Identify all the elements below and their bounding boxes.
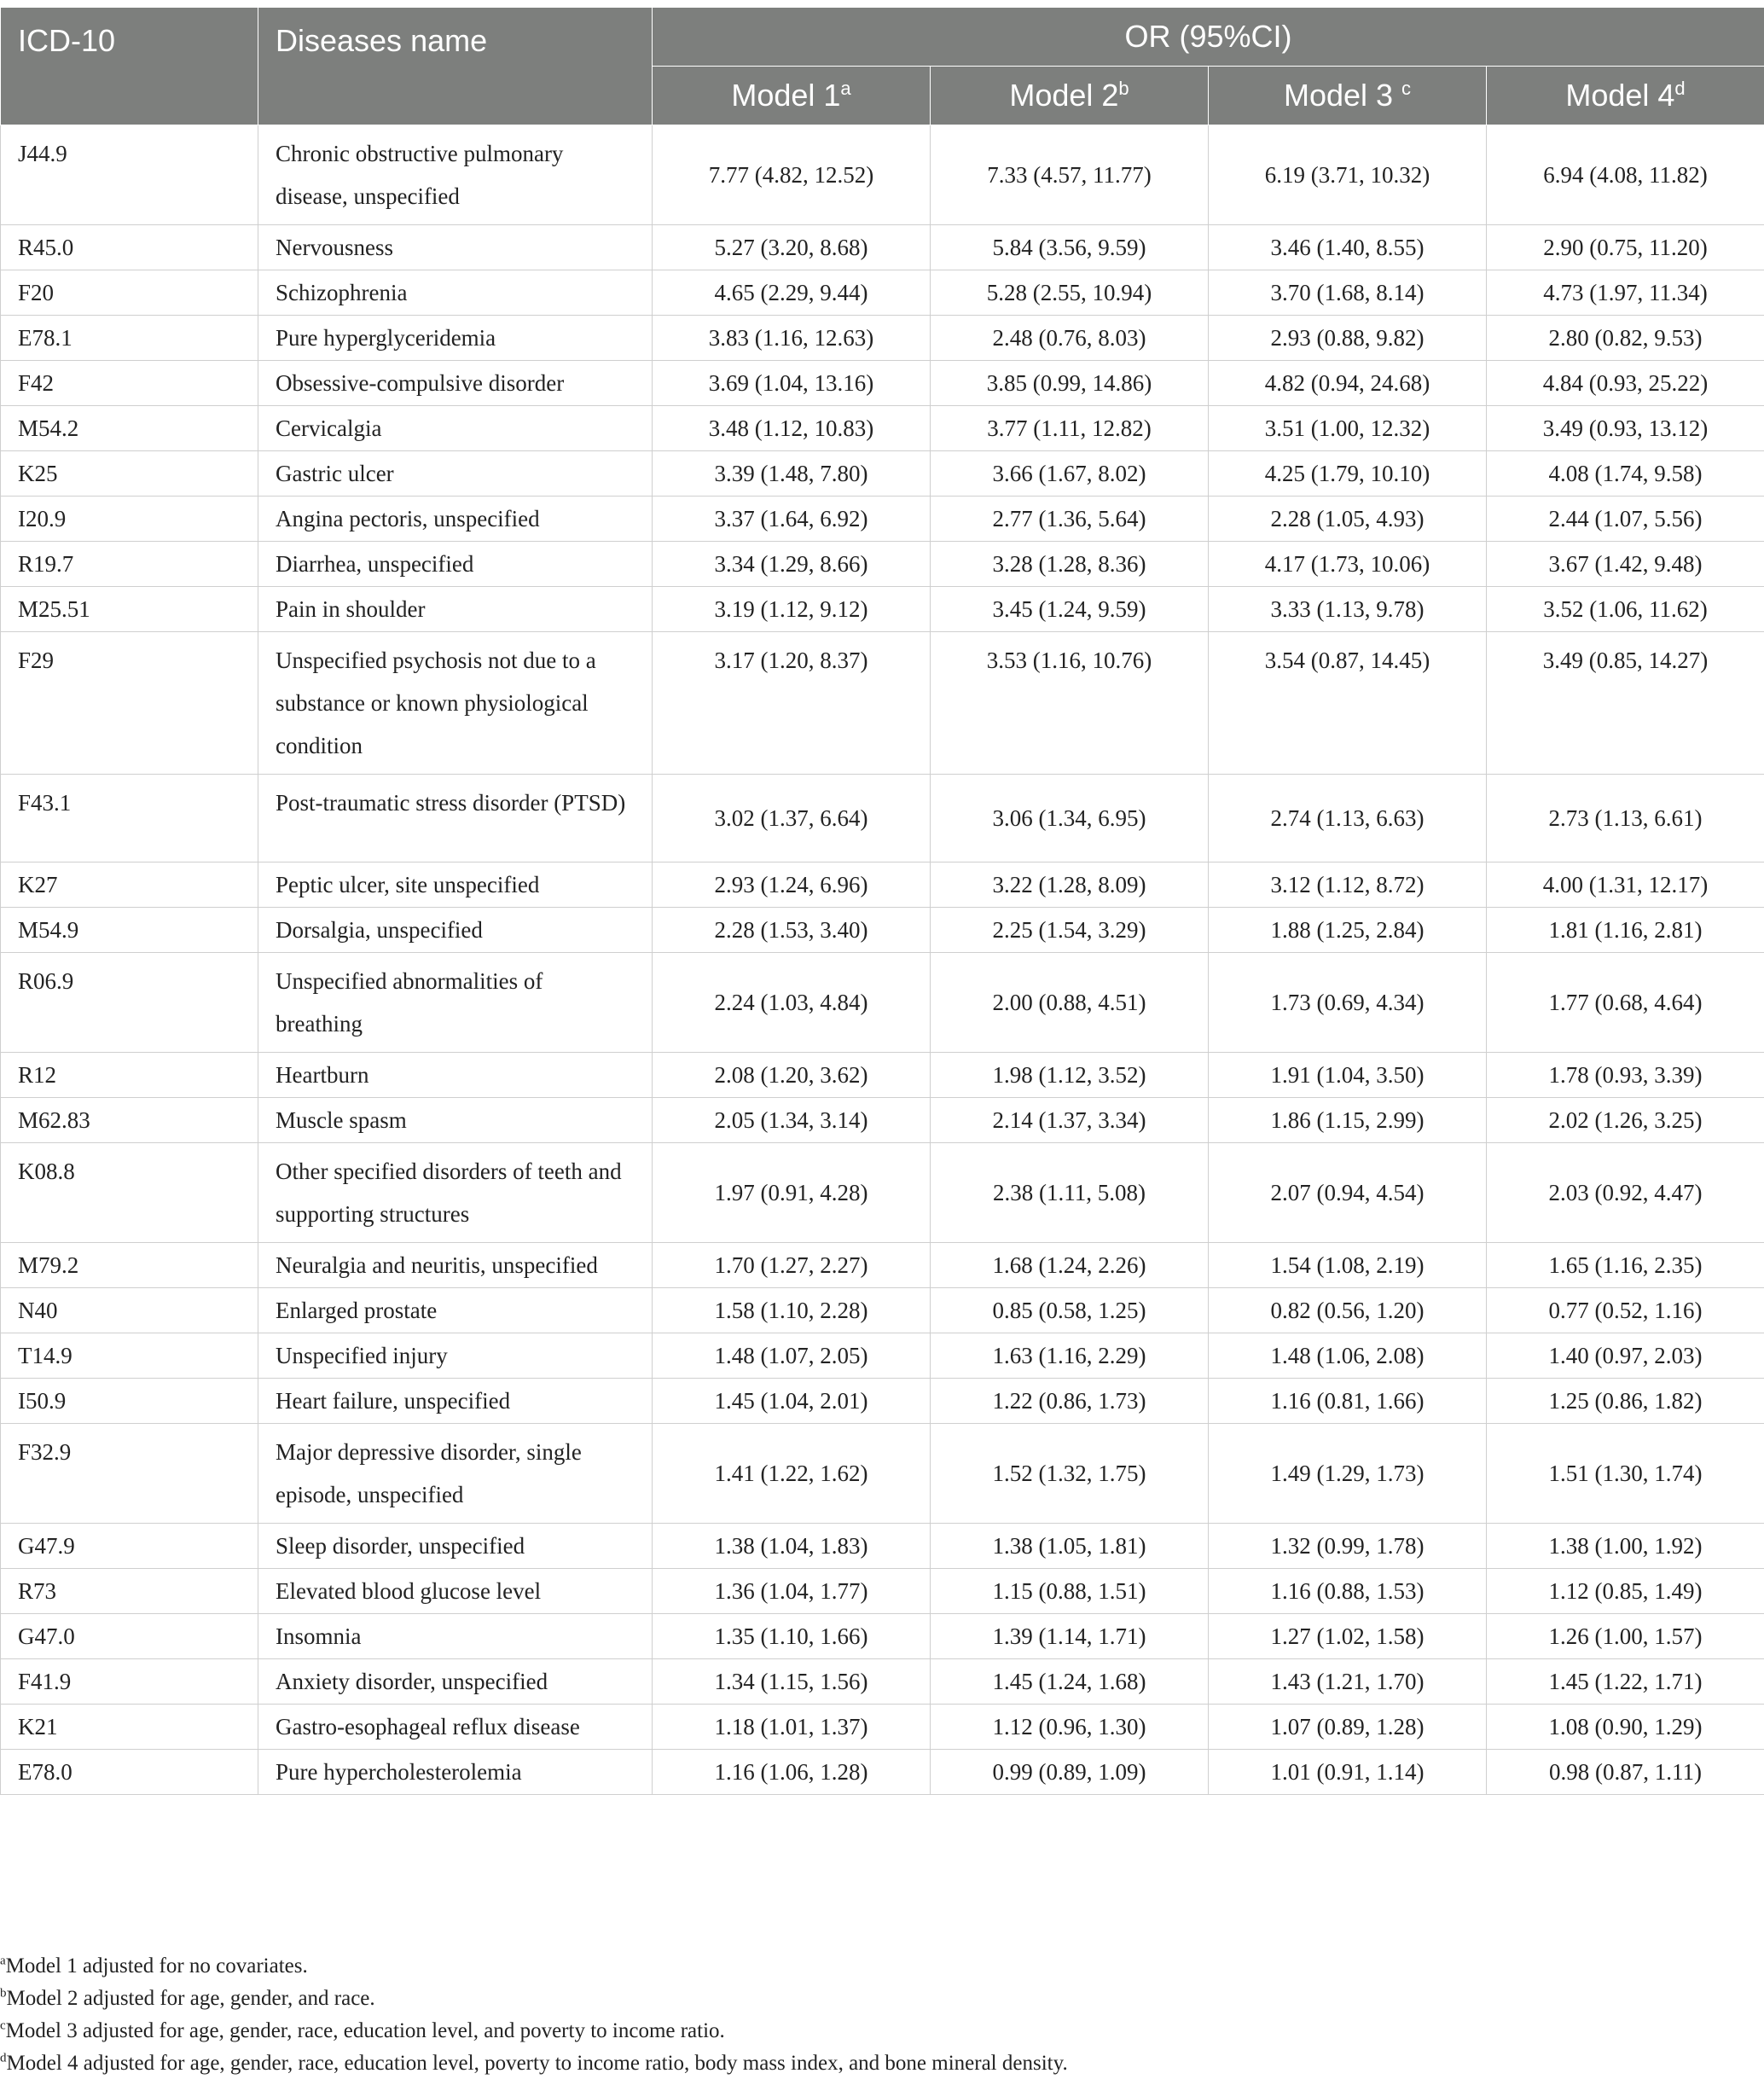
table-row xyxy=(1,1333,1764,1379)
disease-name-cell: Peptic ulcer, site unspecified xyxy=(258,862,653,908)
table-row xyxy=(1,316,1764,361)
model-4-cell: 3.49 (0.85, 14.27) xyxy=(1487,632,1764,775)
model-1-cell: 3.19 (1.12, 9.12) xyxy=(653,587,931,632)
disease-name-cell: Unspecified abnormalities of breathing xyxy=(258,953,653,1053)
model-4-sup: d xyxy=(1674,78,1686,99)
model-2-cell: 1.38 (1.05, 1.81) xyxy=(931,1524,1209,1569)
model-3-cell: 1.16 (0.81, 1.66) xyxy=(1209,1379,1487,1424)
model-2-cell: 2.25 (1.54, 3.29) xyxy=(931,908,1209,953)
header-model-4 xyxy=(1487,67,1764,125)
disease-name-cell: Unspecified psychosis not due to a substance or known physiological condition xyxy=(258,632,653,775)
model-1-cell: 3.69 (1.04, 13.16) xyxy=(653,361,931,406)
model-2-cell: 5.28 (2.55, 10.94) xyxy=(931,270,1209,316)
icd-code-cell: M54.9 xyxy=(1,908,258,953)
model-1-cell: 1.70 (1.27, 2.27) xyxy=(653,1243,931,1288)
model-3-cell: 0.82 (0.56, 1.20) xyxy=(1209,1288,1487,1333)
model-4-cell: 4.08 (1.74, 9.58) xyxy=(1487,451,1764,497)
disease-name-cell: Major depressive disorder, single episode, unspecified xyxy=(258,1424,653,1524)
model-4-cell: 2.90 (0.75, 11.20) xyxy=(1487,225,1764,270)
header-icd: ICD-10 xyxy=(1,8,258,125)
table-row xyxy=(1,632,1764,775)
model-4-cell: 4.73 (1.97, 11.34) xyxy=(1487,270,1764,316)
icd-code-cell: K21 xyxy=(1,1705,258,1750)
header-model-1 xyxy=(653,67,931,125)
disease-name-cell: Post-traumatic stress disorder (PTSD) xyxy=(258,775,653,862)
model-2-cell: 3.66 (1.67, 8.02) xyxy=(931,451,1209,497)
disease-name-cell: Heartburn xyxy=(258,1053,653,1098)
model-2-cell: 1.68 (1.24, 2.26) xyxy=(931,1243,1209,1288)
model-1-cell: 7.77 (4.82, 12.52) xyxy=(653,125,931,225)
disease-name-cell: Gastric ulcer xyxy=(258,451,653,497)
table-row xyxy=(1,1288,1764,1333)
model-3-cell: 2.74 (1.13, 6.63) xyxy=(1209,775,1487,862)
model-2-cell: 5.84 (3.56, 9.59) xyxy=(931,225,1209,270)
model-3-cell: 1.32 (0.99, 1.78) xyxy=(1209,1524,1487,1569)
model-2-cell: 1.63 (1.16, 2.29) xyxy=(931,1333,1209,1379)
model-2-cell: 3.06 (1.34, 6.95) xyxy=(931,775,1209,862)
model-2-cell: 3.22 (1.28, 8.09) xyxy=(931,862,1209,908)
model-1-cell: 3.02 (1.37, 6.64) xyxy=(653,775,931,862)
model-2-cell: 2.38 (1.11, 5.08) xyxy=(931,1143,1209,1243)
header-or: OR (95%CI) xyxy=(653,8,1764,67)
table-body xyxy=(1,125,1764,1795)
model-1-cell: 2.28 (1.53, 3.40) xyxy=(653,908,931,953)
icd-code-cell: R06.9 xyxy=(1,953,258,1053)
icd-code-cell: M54.2 xyxy=(1,406,258,451)
disease-name-cell: Neuralgia and neuritis, unspecified xyxy=(258,1243,653,1288)
disease-name-cell: Chronic obstructive pulmonary disease, unspecified xyxy=(258,125,653,225)
model-3-cell: 1.49 (1.29, 1.73) xyxy=(1209,1424,1487,1524)
disease-name-cell: Dorsalgia, unspecified xyxy=(258,908,653,953)
model-2-cell: 0.85 (0.58, 1.25) xyxy=(931,1288,1209,1333)
model-4-cell: 3.49 (0.93, 13.12) xyxy=(1487,406,1764,451)
icd-code-cell: F41.9 xyxy=(1,1659,258,1705)
model-3-cell: 1.91 (1.04, 3.50) xyxy=(1209,1053,1487,1098)
model-1-cell: 1.38 (1.04, 1.83) xyxy=(653,1524,931,1569)
model-4-cell: 2.44 (1.07, 5.56) xyxy=(1487,497,1764,542)
table-row xyxy=(1,1098,1764,1143)
model-2-cell: 1.15 (0.88, 1.51) xyxy=(931,1569,1209,1614)
footnote-marker: a xyxy=(0,1954,6,1968)
footnote xyxy=(0,1983,1764,2015)
model-4-cell: 1.65 (1.16, 2.35) xyxy=(1487,1243,1764,1288)
disease-name-cell: Unspecified injury xyxy=(258,1333,653,1379)
table-row xyxy=(1,270,1764,316)
model-2-cell: 2.48 (0.76, 8.03) xyxy=(931,316,1209,361)
footnote-marker: d xyxy=(0,2051,7,2065)
icd-code-cell: G47.9 xyxy=(1,1524,258,1569)
model-2-cell: 2.00 (0.88, 4.51) xyxy=(931,953,1209,1053)
model-2-cell: 1.39 (1.14, 1.71) xyxy=(931,1614,1209,1659)
model-1-cell: 1.34 (1.15, 1.56) xyxy=(653,1659,931,1705)
model-2-cell: 1.45 (1.24, 1.68) xyxy=(931,1659,1209,1705)
model-1-cell: 1.36 (1.04, 1.77) xyxy=(653,1569,931,1614)
model-4-cell: 2.02 (1.26, 3.25) xyxy=(1487,1098,1764,1143)
model-1-label: Model 1 xyxy=(731,78,841,113)
model-1-cell: 3.48 (1.12, 10.83) xyxy=(653,406,931,451)
model-2-cell: 3.53 (1.16, 10.76) xyxy=(931,632,1209,775)
model-1-cell: 3.39 (1.48, 7.80) xyxy=(653,451,931,497)
icd-code-cell: M79.2 xyxy=(1,1243,258,1288)
disease-name-cell: Angina pectoris, unspecified xyxy=(258,497,653,542)
table-row xyxy=(1,1750,1764,1795)
model-1-cell: 1.16 (1.06, 1.28) xyxy=(653,1750,931,1795)
header-model-3 xyxy=(1209,67,1487,125)
icd-code-cell: R73 xyxy=(1,1569,258,1614)
model-3-label: Model 3 xyxy=(1283,78,1402,113)
disease-name-cell: Pure hypercholesterolemia xyxy=(258,1750,653,1795)
disease-name-cell: Obsessive-compulsive disorder xyxy=(258,361,653,406)
icd-code-cell: I50.9 xyxy=(1,1379,258,1424)
table-container xyxy=(0,7,1764,1795)
model-4-cell: 6.94 (4.08, 11.82) xyxy=(1487,125,1764,225)
icd-code-cell: F42 xyxy=(1,361,258,406)
model-2-sup: b xyxy=(1118,78,1129,99)
model-1-cell: 3.17 (1.20, 8.37) xyxy=(653,632,931,775)
model-4-cell: 2.80 (0.82, 9.53) xyxy=(1487,316,1764,361)
model-3-sup: c xyxy=(1401,78,1412,99)
model-2-cell: 3.85 (0.99, 14.86) xyxy=(931,361,1209,406)
table-row xyxy=(1,953,1764,1053)
model-4-cell: 1.25 (0.86, 1.82) xyxy=(1487,1379,1764,1424)
disease-name-cell: Anxiety disorder, unspecified xyxy=(258,1659,653,1705)
table-row xyxy=(1,125,1764,225)
table-header xyxy=(1,8,1764,125)
model-2-cell: 2.77 (1.36, 5.64) xyxy=(931,497,1209,542)
disease-name-cell: Heart failure, unspecified xyxy=(258,1379,653,1424)
table-row xyxy=(1,542,1764,587)
table-row xyxy=(1,1524,1764,1569)
model-4-cell: 3.52 (1.06, 11.62) xyxy=(1487,587,1764,632)
header-model-2 xyxy=(931,67,1209,125)
model-2-cell: 2.14 (1.37, 3.34) xyxy=(931,1098,1209,1143)
disease-name-cell: Cervicalgia xyxy=(258,406,653,451)
icd-code-cell: I20.9 xyxy=(1,497,258,542)
model-1-cell: 2.24 (1.03, 4.84) xyxy=(653,953,931,1053)
table-row xyxy=(1,1659,1764,1705)
model-3-cell: 3.12 (1.12, 8.72) xyxy=(1209,862,1487,908)
model-3-cell: 1.07 (0.89, 1.28) xyxy=(1209,1705,1487,1750)
model-1-cell: 4.65 (2.29, 9.44) xyxy=(653,270,931,316)
disease-name-cell: Pure hyperglyceridemia xyxy=(258,316,653,361)
model-4-cell: 1.45 (1.22, 1.71) xyxy=(1487,1659,1764,1705)
table-row xyxy=(1,1569,1764,1614)
table-row xyxy=(1,1614,1764,1659)
table-row xyxy=(1,497,1764,542)
model-1-cell: 3.37 (1.64, 6.92) xyxy=(653,497,931,542)
model-3-cell: 1.27 (1.02, 1.58) xyxy=(1209,1614,1487,1659)
model-1-cell: 1.58 (1.10, 2.28) xyxy=(653,1288,931,1333)
icd-code-cell: F20 xyxy=(1,270,258,316)
model-4-cell: 4.00 (1.31, 12.17) xyxy=(1487,862,1764,908)
model-1-cell: 2.93 (1.24, 6.96) xyxy=(653,862,931,908)
model-4-cell: 3.67 (1.42, 9.48) xyxy=(1487,542,1764,587)
disease-name-cell: Pain in shoulder xyxy=(258,587,653,632)
model-4-cell: 2.73 (1.13, 6.61) xyxy=(1487,775,1764,862)
model-3-cell: 4.17 (1.73, 10.06) xyxy=(1209,542,1487,587)
model-4-cell: 1.26 (1.00, 1.57) xyxy=(1487,1614,1764,1659)
disease-name-cell: Elevated blood glucose level xyxy=(258,1569,653,1614)
footnote-text: Model 2 adjusted for age, gender, and race. xyxy=(6,1987,375,2010)
model-4-label: Model 4 xyxy=(1565,78,1675,113)
table-row xyxy=(1,908,1764,953)
table-row xyxy=(1,775,1764,862)
table-row xyxy=(1,1379,1764,1424)
model-3-cell: 1.73 (0.69, 4.34) xyxy=(1209,953,1487,1053)
table-row xyxy=(1,1053,1764,1098)
model-2-label: Model 2 xyxy=(1009,78,1119,113)
table-row xyxy=(1,361,1764,406)
model-3-cell: 3.46 (1.40, 8.55) xyxy=(1209,225,1487,270)
model-3-cell: 1.86 (1.15, 2.99) xyxy=(1209,1098,1487,1143)
model-3-cell: 1.48 (1.06, 2.08) xyxy=(1209,1333,1487,1379)
model-4-cell: 4.84 (0.93, 25.22) xyxy=(1487,361,1764,406)
icd-code-cell: E78.0 xyxy=(1,1750,258,1795)
icd-code-cell: F29 xyxy=(1,632,258,775)
model-3-cell: 2.93 (0.88, 9.82) xyxy=(1209,316,1487,361)
icd-code-cell: R45.0 xyxy=(1,225,258,270)
model-1-cell: 3.83 (1.16, 12.63) xyxy=(653,316,931,361)
header-disease: Diseases name xyxy=(258,8,653,125)
footnote xyxy=(0,2047,1764,2080)
icd-code-cell: M62.83 xyxy=(1,1098,258,1143)
icd-code-cell: K08.8 xyxy=(1,1143,258,1243)
model-2-cell: 1.98 (1.12, 3.52) xyxy=(931,1053,1209,1098)
model-3-cell: 1.88 (1.25, 2.84) xyxy=(1209,908,1487,953)
model-4-cell: 1.08 (0.90, 1.29) xyxy=(1487,1705,1764,1750)
footnote-marker: b xyxy=(0,1986,7,2001)
table-row xyxy=(1,1705,1764,1750)
disease-name-cell: Diarrhea, unspecified xyxy=(258,542,653,587)
footnote-marker: c xyxy=(0,2018,6,2033)
disease-name-cell: Gastro-esophageal reflux disease xyxy=(258,1705,653,1750)
model-3-cell: 1.01 (0.91, 1.14) xyxy=(1209,1750,1487,1795)
icd-code-cell: J44.9 xyxy=(1,125,258,225)
model-2-cell: 0.99 (0.89, 1.09) xyxy=(931,1750,1209,1795)
footnote-text: Model 1 adjusted for no covariates. xyxy=(5,1954,308,1978)
model-1-cell: 3.34 (1.29, 8.66) xyxy=(653,542,931,587)
model-3-cell: 1.16 (0.88, 1.53) xyxy=(1209,1569,1487,1614)
icd-code-cell: E78.1 xyxy=(1,316,258,361)
table-row xyxy=(1,1424,1764,1524)
model-2-cell: 7.33 (4.57, 11.77) xyxy=(931,125,1209,225)
model-3-cell: 3.70 (1.68, 8.14) xyxy=(1209,270,1487,316)
model-1-cell: 1.41 (1.22, 1.62) xyxy=(653,1424,931,1524)
model-1-cell: 1.18 (1.01, 1.37) xyxy=(653,1705,931,1750)
model-4-cell: 1.78 (0.93, 3.39) xyxy=(1487,1053,1764,1098)
disease-name-cell: Sleep disorder, unspecified xyxy=(258,1524,653,1569)
icd-code-cell: M25.51 xyxy=(1,587,258,632)
footnote xyxy=(0,2015,1764,2047)
table-row xyxy=(1,406,1764,451)
model-1-cell: 2.05 (1.34, 3.14) xyxy=(653,1098,931,1143)
disease-name-cell: Nervousness xyxy=(258,225,653,270)
model-1-cell: 5.27 (3.20, 8.68) xyxy=(653,225,931,270)
model-1-cell: 1.35 (1.10, 1.66) xyxy=(653,1614,931,1659)
model-1-cell: 1.48 (1.07, 2.05) xyxy=(653,1333,931,1379)
model-1-cell: 1.45 (1.04, 2.01) xyxy=(653,1379,931,1424)
model-3-cell: 3.51 (1.00, 12.32) xyxy=(1209,406,1487,451)
model-4-cell: 1.38 (1.00, 1.92) xyxy=(1487,1524,1764,1569)
disease-name-cell: Enlarged prostate xyxy=(258,1288,653,1333)
table-row xyxy=(1,1243,1764,1288)
model-1-cell: 1.97 (0.91, 4.28) xyxy=(653,1143,931,1243)
icd-code-cell: N40 xyxy=(1,1288,258,1333)
table-row xyxy=(1,451,1764,497)
model-2-cell: 3.45 (1.24, 9.59) xyxy=(931,587,1209,632)
model-3-cell: 3.33 (1.13, 9.78) xyxy=(1209,587,1487,632)
icd-code-cell: F43.1 xyxy=(1,775,258,862)
model-4-cell: 0.98 (0.87, 1.11) xyxy=(1487,1750,1764,1795)
disease-name-cell: Muscle spasm xyxy=(258,1098,653,1143)
model-4-cell: 1.12 (0.85, 1.49) xyxy=(1487,1569,1764,1614)
disease-name-cell: Insomnia xyxy=(258,1614,653,1659)
model-3-cell: 1.43 (1.21, 1.70) xyxy=(1209,1659,1487,1705)
model-4-cell: 2.03 (0.92, 4.47) xyxy=(1487,1143,1764,1243)
footnote xyxy=(0,1950,1764,1983)
model-2-cell: 1.52 (1.32, 1.75) xyxy=(931,1424,1209,1524)
icd-code-cell: R19.7 xyxy=(1,542,258,587)
model-3-cell: 1.54 (1.08, 2.19) xyxy=(1209,1243,1487,1288)
model-4-cell: 1.51 (1.30, 1.74) xyxy=(1487,1424,1764,1524)
model-2-cell: 3.77 (1.11, 12.82) xyxy=(931,406,1209,451)
footnote-text: Model 3 adjusted for age, gender, race, education level, and poverty to income ratio. xyxy=(5,2019,725,2042)
table-row xyxy=(1,862,1764,908)
model-4-cell: 1.40 (0.97, 2.03) xyxy=(1487,1333,1764,1379)
model-3-cell: 2.07 (0.94, 4.54) xyxy=(1209,1143,1487,1243)
icd-code-cell: F32.9 xyxy=(1,1424,258,1524)
model-2-cell: 1.12 (0.96, 1.30) xyxy=(931,1705,1209,1750)
model-3-cell: 4.25 (1.79, 10.10) xyxy=(1209,451,1487,497)
icd-code-cell: G47.0 xyxy=(1,1614,258,1659)
table-row xyxy=(1,587,1764,632)
model-4-cell: 1.77 (0.68, 4.64) xyxy=(1487,953,1764,1053)
model-4-cell: 1.81 (1.16, 2.81) xyxy=(1487,908,1764,953)
model-2-cell: 1.22 (0.86, 1.73) xyxy=(931,1379,1209,1424)
model-4-cell: 0.77 (0.52, 1.16) xyxy=(1487,1288,1764,1333)
disease-name-cell: Schizophrenia xyxy=(258,270,653,316)
icd-code-cell: T14.9 xyxy=(1,1333,258,1379)
model-2-cell: 3.28 (1.28, 8.36) xyxy=(931,542,1209,587)
footnote-text: Model 4 adjusted for age, gender, race, education level, poverty to income ratio, body mass index, and bone mineral density. xyxy=(6,2052,1068,2075)
model-3-cell: 2.28 (1.05, 4.93) xyxy=(1209,497,1487,542)
model-3-cell: 3.54 (0.87, 14.45) xyxy=(1209,632,1487,775)
model-3-cell: 6.19 (3.71, 10.32) xyxy=(1209,125,1487,225)
model-1-cell: 2.08 (1.20, 3.62) xyxy=(653,1053,931,1098)
icd-code-cell: R12 xyxy=(1,1053,258,1098)
icd-code-cell: K27 xyxy=(1,862,258,908)
table-row xyxy=(1,225,1764,270)
footnotes xyxy=(0,1950,1764,2080)
table-row xyxy=(1,1143,1764,1243)
model-1-sup: a xyxy=(840,78,851,99)
icd-code-cell: K25 xyxy=(1,451,258,497)
or-table xyxy=(0,7,1764,1795)
model-3-cell: 4.82 (0.94, 24.68) xyxy=(1209,361,1487,406)
disease-name-cell: Other specified disorders of teeth and supporting structures xyxy=(258,1143,653,1243)
